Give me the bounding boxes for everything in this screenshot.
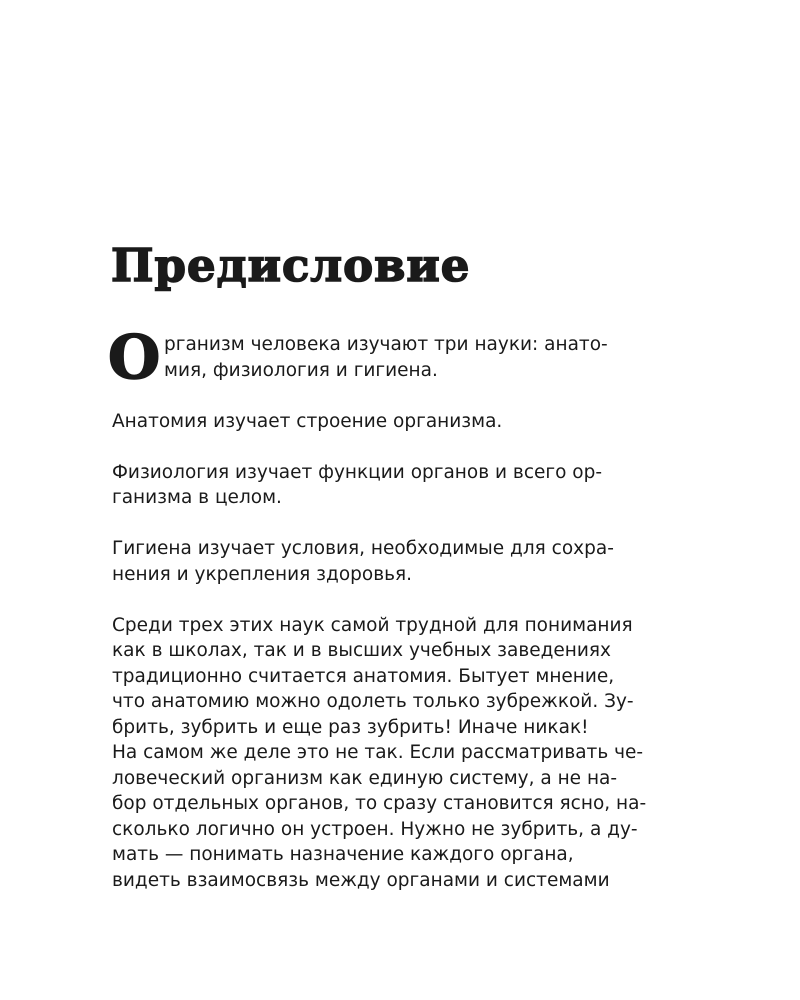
text-line: видеть взаимосвязь между органами и системами (112, 869, 610, 891)
text-line: мия, физиология и гигиена. (164, 359, 438, 381)
text-line: рганизм человека изучают три науки: анато- (164, 334, 608, 355)
paragraph-physiology (112, 460, 672, 511)
chapter-title: Предисловие (111, 239, 471, 292)
drop-cap-letter: О (108, 323, 161, 393)
paragraph-main (112, 613, 672, 894)
text-line: Физиология изучает функции органов и всего ор- (112, 461, 603, 483)
text-line: Среди трех этих наук самой трудной для понимания (112, 614, 633, 636)
paragraph-hygiene (112, 536, 672, 587)
text-line: ганизма в целом. (112, 487, 282, 508)
text-line: брить, зубрить и еще раз зубрить! Иначе никак! (112, 716, 589, 738)
chapter-body (108, 323, 672, 919)
text-line: Анатомия изучает строение организма. (112, 410, 503, 432)
text-line: мать — понимать назначение каждого органа, (112, 844, 574, 865)
text-line: традиционно считается анатомия. Бытует мнение, (112, 665, 615, 687)
intro-paragraph (108, 323, 672, 393)
intro-paragraph-text (164, 332, 608, 383)
text-line: На самом же деле это не так. Если рассматривать че- (112, 742, 644, 763)
text-line: ловеческий организм как единую систему, а не на- (112, 767, 618, 789)
paragraph-anatomy (112, 409, 672, 435)
text-line: сколько логично он устроен. Нужно не зубрить, а ду- (112, 818, 638, 840)
text-line: нения и укрепления здоровья. (112, 563, 413, 585)
text-line: Гигиена изучает условия, необходимые для сохра- (112, 538, 614, 559)
text-line: как в школах, так и в высших учебных заведениях (112, 640, 611, 661)
text-line: бор отдельных органов, то сразу становится ясно, на- (112, 793, 647, 814)
text-line: что анатомию можно одолеть только зубрежкой. Зу- (112, 691, 634, 712)
